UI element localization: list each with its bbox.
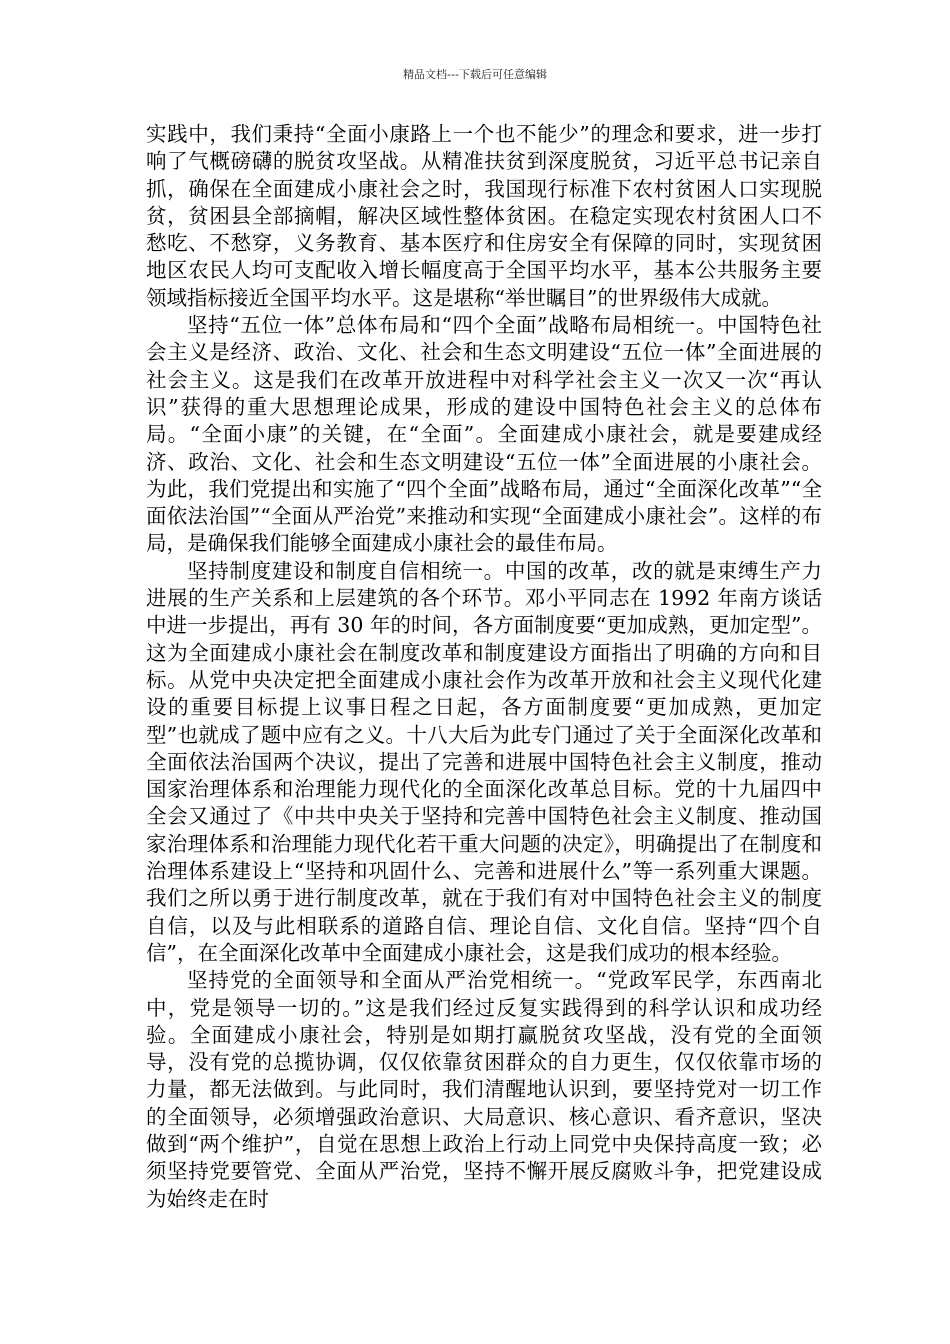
paragraph: 坚持“五位一体”总体布局和“四个全面”战略布局相统一。中国特色社会主义是经济、政治、文化、社会和生态文明建设“五位一体”全面进展的社会主义。这是我们在改革开放进程中对科学社会主义一次又一次“再认识”获得的重大思想理论成果，形成的建设中国特色社会主义的总体布局。“全面小康”的关键，在“全面”。全面建成小康社会，就是要建成经济、政治、文化、社会和生态文明建设“五位一体”全面进展的小康社会。为此，我们党提出和实施了“四个全面”战略布局，通过“全面深化改革”“全面依法治国”“全面从严治党”来推动和实现“全面建成小康社会”。这样的布局，是确保我们能够全面建成小康社会的最佳布局。: [146, 313, 822, 556]
paragraph: 坚持制度建设和制度自信相统一。中国的改革，改的就是束缚生产力进展的生产关系和上层建筑的各个环节。邓小平同志在 1992 年南方谈话中进一步提出，再有 30 年的时间，各方面制度要“更加成熟，更加定型”。这为全面建成小康社会在制度改革和制度建设方面指出了明确的方向和目标。从党中央决定把全面建成小康社会作为改革开放和社会主义现代化建设的重要目标提上议事日程之日起，各方面制度要“更加成熟，更加定型”也就成了题中应有之义。十八大后为此专门通过了关于全面深化改革和全面依法治国两个决议，提出了完善和进展中国特色社会主义制度，推动国家治理体系和治理能力现代化的全面深化改革总目标。党的十九届四中全会又通过了《中共中央关于坚持和完善中国特色社会主义制度、推动国家治理体系和治理能力现代化若干重大问题的决定》，明确提出了在制度和治理体系建设上“坚持和巩固什么、完善和进展什么”等一系列重大课题。我们之所以勇于进行制度改革，就在于我们有对中国特色社会主义的制度自信，以及与此相联系的道路自信、理论自信、文化自信。坚持“四个自信”，在全面深化改革中全面建成小康社会，这是我们成功的根本经验。: [146, 558, 822, 965]
paragraph: 实践中，我们秉持“全面小康路上一个也不能少”的理念和要求，进一步打响了气概磅礴的脱贫攻坚战。从精准扶贫到深度脱贫，习近平总书记亲自抓，确保在全面建成小康社会之时，我国现行标准下农村贫困人口实现脱贫，贫困县全部摘帽，解决区域性整体贫困。在稳定实现农村贫困人口不愁吃、不愁穿，义务教育、基本医疗和住房安全有保障的同时，实现贫困地区农民人均可支配收入增长幅度高于全国平均水平，基本公共服务主要领域指标接近全国平均水平。这是堪称“举世瞩目”的世界级伟大成就。: [146, 122, 822, 310]
paragraph: 坚持党的全面领导和全面从严治党相统一。“党政军民学，东西南北中，党是领导一切的。”这是我们经过反复实践得到的科学认识和成功经验。全面建成小康社会，特别是如期打赢脱贫攻坚战，没有党的全面领导，没有党的总揽协调，仅仅依靠贫困群众的自力更生，仅仅依靠市场的力量，都无法做到。与此同时，我们清醒地认识到，要坚持党对一切工作的全面领导，必须增强政治意识、大局意识、核心意识、看齐意识，坚决做到“两个维护”，自觉在思想上政治上行动上同党中央保持高度一致；必须坚持党要管党、全面从严治党，坚持不懈开展反腐败斗争，把党建设成为始终走在时: [146, 968, 822, 1211]
page-header: 精品文档---下载后可任意编辑: [403, 68, 547, 81]
body-text: [146, 121, 822, 1213]
